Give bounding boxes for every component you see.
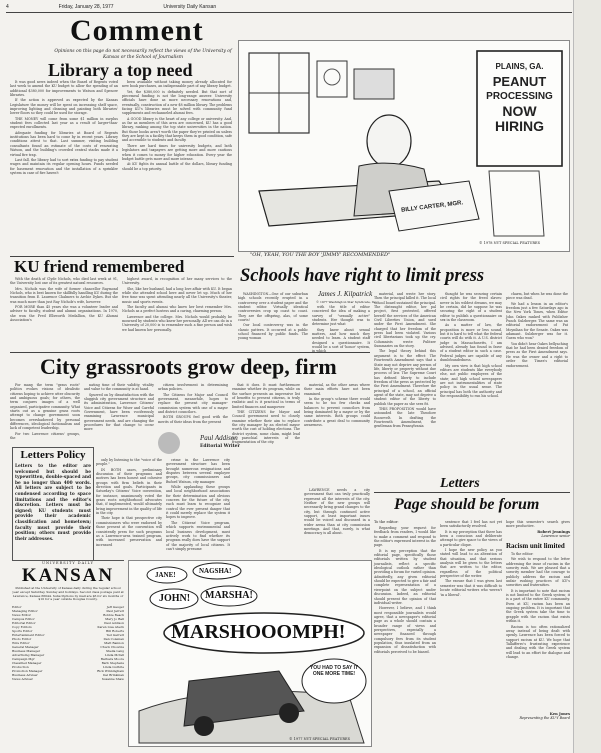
paragraph: With the death of Clyde Nichols, who died last week at 91, the University lost one of its greatest natural resources. <box>10 277 118 286</box>
car-wheel <box>279 703 299 723</box>
friend-headline: KU friend remembered <box>14 257 185 276</box>
staff-person: Ted Garrett <box>106 633 124 638</box>
paragraph: It is important to note that racism is not limited to the Greek system; it is a part of the entire KU community. Even at KU, racism has been an ongoing problem. It is important that the Greek system take the time to grapple with the racism that exists within it. <box>506 588 570 624</box>
letters-col3-top: hope this semester's search gives more productive. <box>506 520 570 529</box>
paragraph: It is my perception that there has been a conscious and deliberate attempt to give space to the views of a particular clique. <box>440 529 502 547</box>
staff-person: Mary Jo Ball <box>105 617 124 622</box>
sig2-title: Representing the KU-Y Board <box>519 716 570 720</box>
paragraph: citizen involvement in determining urban policies. <box>158 383 228 392</box>
staff-person: Sheila Lang <box>105 649 124 654</box>
staff-role: Campaign Mgr <box>12 657 35 662</box>
staff-role: Classified Manager <box>12 661 42 666</box>
paragraph: charm, but when he was done the piece was dead. <box>506 292 568 301</box>
paragraph: Yet, the $380,000 is definitely needed. But that sort of piecemeal funding is not the long-range answer. University officials have done as more necessary renovations and, eventually, construction of a new $8 million library. The problems facing KU's libraries must be solved with community fund supplements and rechanneled alumni fees. <box>122 89 232 116</box>
paragraph: nating time of their validity, vitality and value to the community is at hand. <box>84 383 154 392</box>
sign-line: HIRING <box>495 118 544 134</box>
staff-person: Paul Jarrett <box>106 609 124 614</box>
grassroots-lower-col1 <box>96 458 162 554</box>
paragraph: Spurred on by dissatisfaction with the sluggish city government structure and its administration, Lawrence Citizens' Voice and Citizens for Wiser and Careful Government, have been vociferously examining Lawrence municipal government needs, and are changing the procedures for that change to occur more <box>84 392 154 432</box>
staff-role: General Manager <box>12 645 39 650</box>
billy-carter-cartoon <box>238 40 570 252</box>
letters-header: Letters <box>440 476 480 491</box>
grassroots-col4 <box>232 383 300 533</box>
paragraph: THIS PROPOSITION would have astounded the late Theodore Roosevelt. In drafting the Fourteenth Amendment, the gentleman from Pennsylvania <box>374 406 436 429</box>
grassroots-headline: City grassroots grow deep, firm <box>40 354 337 379</box>
sig1-name: Robert Jennings <box>537 530 570 534</box>
sign-line: NOW <box>502 103 537 119</box>
schools-byline-sub: © 1977 Washington Star Syndicate, Inc. <box>316 300 378 304</box>
grassroots-col3 <box>158 383 228 431</box>
staff-role: Editorial Editor <box>12 621 36 626</box>
bubble-one-more-time: YOU HAD TO SAY IT ONE MORE TIME! <box>309 665 359 677</box>
cartoon-caption: "OH, YEAH, YOU THE BOY 'JIMMY' RECOMMENDED" <box>250 252 391 258</box>
staff-person: Rick Winningham <box>97 669 124 674</box>
staff-person: Susanne Shaw <box>101 677 124 682</box>
paragraph: The faculty and alumni who knew her best remember Mrs. Nichols as a perfect hostess and a caring, charming person. <box>122 305 232 314</box>
paragraph: The legal theory behind this argument is to the effect: The Fourteenth Amendment says that a State may not deprive any person of life, liberty or property without due process of law. The Supreme Court has defined liberty to include freedom of the press as protected by the First Amendment. Therefore the principal of a school, an official agent of the state, may not deprive a student editor of the liberty to publish the paper as she sees fit. <box>374 349 436 406</box>
paragraph: only by listening to the "voice of the people." <box>96 458 162 467</box>
staff-person: Bobbie Beach <box>103 613 124 618</box>
bag-label: BILLY CARTER, MGR. <box>400 200 464 214</box>
paragraph: To the editor: <box>511 552 534 556</box>
letters-col2 <box>440 520 502 746</box>
staff-role: Copy Editors <box>12 625 32 630</box>
library-col2 <box>122 80 232 248</box>
paragraph: with the title of editor conceived the idea of making a survey of "sexually active" students. Her thought was to determine just what <box>312 305 370 327</box>
writer-name: Paul Addison <box>200 434 238 442</box>
paragraph: There are hard times for university budgets, and both legislators and taxpayers are getting more and more cautious when it comes to money for higher education. Every year the budget battle gets more and more intense. <box>122 143 232 161</box>
staff-person: Del Brinkman <box>102 673 124 678</box>
paragraph: The Citizens for Major and Council government, meanwhile, hopes to replace the present city manager-commission system with one of a mayor and district councilors. <box>158 392 228 415</box>
masthead-name: KANSAN <box>21 565 115 586</box>
paragraph: It was good news indeed when the Board of Regents voted last week to amend the KU budget to allow the spending of an additional $380,000 for improvements to Watson and Spencer libraries. <box>10 80 118 98</box>
staff-role: Production <box>12 665 29 670</box>
paragraph: IN BOTH cases, preliminary discussion of their programs and motives has been honest and cohesive groups with firm beliefs in their direction and goals. Participants in Saturday's Citizens' Voice convention, for instance, unanimously voted the grass roots neighborhood advocates that, if implemented, would ultimately bring improvement in the quality of life in the city. <box>96 467 163 516</box>
staff-role: Advertising Manager <box>12 653 45 658</box>
masthead <box>12 560 124 746</box>
paragraph: You didn't hear Oakes bellyaching that he had been denied freedom of press as the First Amendment says. He was the owner and a right to order the Times's editorial endorsement. <box>506 341 569 368</box>
staff-person: Linda Guthrie <box>102 665 124 670</box>
paragraph: sentence that I feel has not yet been satisfactorily resolved. <box>440 520 502 529</box>
staff-person: Barbara Moore <box>100 657 124 662</box>
staff-person: Karen Lisa Ahern <box>97 625 124 630</box>
paragraph: We wish to respond to the letter addressing the issue of racism in the sorority rush. We are pleased that a sorority member had the courage to publicly address the racism and unfair rushing practices of KU's sororities and fraternities. <box>506 557 570 588</box>
cartoon2-credit: © 1977 NYT SPECIAL FEATURES <box>289 737 350 741</box>
staff-role: Promotion Manager <box>12 669 43 674</box>
schools-headline: Schools have right to limit press <box>240 266 485 286</box>
staff-role: News Adviser <box>12 677 33 682</box>
bubble-jane: JANE! <box>155 571 176 579</box>
adjacent-page-edge <box>573 0 601 753</box>
paragraph: Regarding your request for feedback from readers, I would like to make a comment and respond to the editor's expressed interest in the page. <box>374 526 436 548</box>
letters-to-editor: To the editor: <box>374 520 399 524</box>
staff-role: Wire Editor <box>12 641 30 646</box>
staff-role: Managing Editor <box>12 609 38 614</box>
paragraph: Our local controversy was in the classic pattern. It occurred at a public school financed by public funds. The young woman <box>238 323 308 341</box>
top-rule <box>6 12 572 13</box>
chair-shape <box>489 171 544 236</box>
staff-role: Photo Editor <box>12 637 32 642</box>
grassroots-col2 <box>84 383 154 441</box>
schools-col4 <box>440 292 502 472</box>
paragraph: Mrs. Nichols was the wife of former chancellor Raymond Nichols, who is best known for skillfully handling KU during the transition from E. Laurence Chalmers to Archie Dykes. But she was much more than just Ray Nichols's wife, however. <box>10 286 118 304</box>
schools-col5 <box>506 292 568 472</box>
wall-poster <box>354 69 394 99</box>
paragraph: At KU fights its annual battle of the dollars, library funding should be a top priority. <box>122 162 232 171</box>
grassroots-lower-col2 <box>166 458 230 554</box>
paragraph: It is my perception that the editorial page, specifically those editorials written by student journalists, reflect a specific ideological outlook rather than providing a forum for varied opinion. Admittedly, any given editorial should be expected to give a fair and complete representation of a viewpoint on the subject under discussion. Indeed, an editorial should present the opinion of that individual writer. <box>374 548 437 605</box>
staff-person: Linda Mcfall <box>104 653 124 658</box>
staff-role: Editor <box>12 605 22 610</box>
sig2-name: Ken Jones <box>549 712 570 716</box>
friend-col1 <box>10 277 118 347</box>
paragraph: We had a lesson in an editor's freedom just a few Saturdays ago in the New York Times, when Editor John Oakes ranked with Publisher Punch Sulzberger. The same was an editorial endorsement of Pat Moynihan for the Senate. Oakes was adamant. Sulzberger was for it. Guess who won? <box>506 301 568 341</box>
staff-person: Dan Coleman <box>103 637 124 642</box>
schools-col2 <box>312 305 370 350</box>
paragraph: While applauding these groups and local neighborhood associations for their determination and obvious concern for the future of the city, each must learn to recognize and control the ever present danger that it could merely replace the system it hopes to improve. <box>166 485 230 520</box>
paragraph: My own view is that high school editors are students like everybody else, not public employees of the state; and high school newspapers are not instrumentalities of state policy in the usual sense. The principal has both the authority and the responsibility to run his school. <box>440 363 502 398</box>
letters-col1 <box>374 526 436 746</box>
sign-line: PEANUT <box>492 74 547 89</box>
paragraph: She, like her husband, had a long love affair with KU. It began while she attended school here and never let up. Much of her free time was spent attending nearly all the University's theater, music and sports events. <box>122 286 232 304</box>
staff-person: Chuck Chowins <box>100 645 124 650</box>
paragraph: The excuse that I was given last semester was that it was difficult to locate editorial writers who weren't 'in a liberal'. <box>440 579 502 597</box>
paragraph: In the group's scheme there would seem to be too few checks and balances to prevent councilors from being dominated by a mayor or by the same interests. Both groups could contribute a great deal to community awareness. <box>304 397 370 428</box>
paragraph: THE CITIZENS for Mayor and Council government need to closely examine whether their aim to replace the city manager by an elected mayor worth the cost of holding elections. The district system, some claim, might lead to parochial interests of the fragmentation of the city. <box>232 410 300 445</box>
paragraph: However, I believe, and I think most responsible journalists would agree, that a newspaper's editorial page as a whole should contain a broader range of views and perspectives, especially a newspaper financed through compulsory fees from its student population, thus insulated from an expansion of dissatisfaction with editorials perceived to be biased. <box>374 606 436 654</box>
letters-col3 <box>506 520 570 720</box>
paragraph: WASHINGTON—One of our suburban high schools recently erupted in a controversy over a student paper and the student editor. Virtually identical controversies crop up coast to coast. They are the offspring, alas, of some courts! <box>238 292 308 323</box>
grassroots-col1 <box>10 383 80 441</box>
staff-role: Sports Editor <box>12 629 33 634</box>
schools-col1 <box>238 292 308 347</box>
man-head <box>367 115 411 167</box>
letters-page-title: Page should be forum <box>394 496 540 513</box>
wall-picture <box>317 61 347 97</box>
staff-person: Paul Addison <box>104 621 124 626</box>
staff-role: Business Adviser <box>12 673 38 678</box>
paragraph: If the action is approved as expected by the Kansas Legislature the money will be spent on increasing shelf space, improving lighting and cleaning and painting both libraries' lower floors so they could be used for storage. <box>10 98 118 116</box>
paragraph: Racism is too often rationalized away instead of being dealt with openly. Lawrence has been forced to support racism at KU. We hope that Tallafferro's frustrating experience and dealing with the Greek system will lead to an effort for dialogue and change. <box>506 624 570 659</box>
bubble-john: JOHN! <box>159 593 191 604</box>
paragraph: Their hope is that prospective city commissioners who were endorsed by those present at the convention will consistently press for such programs as a Lawrence-area trained program, with increased preservation and increased <box>96 516 162 547</box>
sign-line: PROCESSING <box>486 91 553 102</box>
cartoon2-drawing <box>129 561 371 746</box>
staff-role: News Editor <box>12 613 31 618</box>
staff-person: Bill Roberts <box>106 629 124 634</box>
bubble-marshoomph: MARSHOOOMPH! <box>171 621 346 643</box>
comment-title: Comment <box>70 14 204 47</box>
writer-photo <box>158 432 180 454</box>
staff-role: Campus Editor <box>12 617 35 622</box>
friend-col2 <box>122 277 232 347</box>
folio-paper: University Daily Kansan <box>163 4 217 10</box>
paragraph: crime in the Lawrence city government structure has been brought numerous resignations and disputes between several employee groups, city commissioners and Buford Watson, city manager. <box>166 458 230 484</box>
paragraph: A GOOD library is the heart of any college or university. And, as far as members of this area are concerned, KU has a good library, ranking among the top state universities in the nation. But those books aren't worth the paper they're printed on unless they are kept in a facility that keeps them in good condition, safe and accessible to students and faculty. <box>122 116 232 143</box>
letters-policy-box <box>12 447 94 561</box>
racism-headline: Racism unit limited <box>506 542 565 550</box>
paragraph: As a matter of law, the proposition is more or less sound, but it is hard to tell what the federal courts will do with it. A U.S. district judge in Massachusetts, I am advised, already has found in favor of a student editor in such a case. Federal judges are capable of any dumbfoundedness. <box>440 323 502 363</box>
letters-policy-body: Letters to the editor are welcomed but should be typewritten, double-spaced and be no longer than 400 words. All letters are subject to be condensed according to space limitations and the editor's discretion. Letters must be signed; KU students must provide their academic classification and hometown; faculty must provide their position; others must provide their addresses. <box>15 464 91 542</box>
section-rule <box>10 352 370 353</box>
comment-subtitle: Opinions on this page do not necessarily reflect the views of the University of Kansas or the School of Journalism <box>54 49 232 60</box>
paragraph: they knew about sexual matters, and how much they needed to learn. A student staff designed a questionnaire. It would be a sort of 'honor' system, <box>312 327 370 350</box>
paragraph: highest award, in recognition of her many services to the University. <box>122 277 232 286</box>
bubble-nagsha: NAGSHA! <box>199 567 232 575</box>
grassroots-col5 <box>304 383 370 483</box>
staff-list <box>12 605 124 681</box>
bubble-marsha: MARSHA! <box>205 590 253 601</box>
library-headline: Library a top need <box>48 60 193 80</box>
grassroots-lower-col3 <box>304 488 370 554</box>
paragraph: The Citizens' Voice program, which supports environmental and local business development, must actively work to find whether its program really does have the support of the majority of local citizens. It can't simply presume <box>166 520 230 551</box>
paragraph: been available without taking money already allocated for new book purchases, an indispensable part of any library budget. <box>122 80 232 89</box>
paragraph: material, as the other areas where their main efforts have not been examined. <box>304 383 370 396</box>
paragraph: material, and wrote her story. Then the principal killed it. The local school board sustained the principal. The distraught editor, her pal project, first protested, offered herself the services of the American Civil Liberties Union, and sued under the First Amendment. She charged that her freedom of the press had been violated. Various civil libertarians took up the cry. Columnists wrote Pulitzer Summaries on the story. <box>374 292 437 349</box>
paragraph: FOR MORE than 45 years she was a volunteer leader and adviser to faculty, student and alumni organizations. In 1970, she won the Fred Ellsworth Medallion, the KU Alumni Association's <box>10 305 118 323</box>
page-number: 4 <box>6 4 9 10</box>
folio-date: Friday, January 28, 1977 <box>58 4 114 10</box>
paragraph: Adequate funding for libraries at Board of Regents institutions has been hard to come by in recent years. Library conditions attest to that. Last summer, visiting building consultants found an estimate of the costs of renovating Watson, and the building's crowded central stacks made it a virtual fire trap. <box>10 130 118 157</box>
staff-role: Business Manager <box>12 649 41 654</box>
staff-person: Barb Stephens <box>101 661 124 666</box>
paragraph: that it does. It must furthermore examine whether its program, while on the surface presents an impressive list of benefits to present citizens, is truly realistic and is it practical in terms of limited finances and manpower. <box>232 383 300 409</box>
paragraph: Last fall, the library had to sort extra funding to pay student wages and maintain its regular opening hours. Funds needed for basement renovation and the installation of a sprinkler system in case of fire haven't <box>10 157 118 175</box>
car-wheel <box>194 716 214 736</box>
paragraph: I hope the new policy as you stated will lead to an alteration of that situation, and that serious analysis will be given to the letters that are written to the editor, regardless of the political perspective of the writer. <box>440 548 502 579</box>
staff-row <box>12 677 124 681</box>
paragraph: thought he was securing certain civil rights for the freed slaves: never in his wildest dreams, we may be certain, did he suppose he was securing the right of a student editor to publish a questionnaire on sex in the classroom. <box>440 292 502 323</box>
paragraph: For two Lawrence citizens' groups, the <box>10 431 80 441</box>
paragraph: THE MONEY will come from some $1 million in surplus student fees collected last year as a result of larger-than-expected enrollments. <box>10 116 118 130</box>
masthead-info: Published at the University of Kansas daily during the regular school year except Saturday, Sunday and holidays. Second class postage paid at Lawrence, Kansas 66044. Subscriptions by mail are $6 for six months or $10 for a year outside Douglas County. <box>12 586 124 602</box>
library-col1 <box>10 80 118 248</box>
section-rule <box>374 492 570 493</box>
cartoon-credit: © 1978 NYT SPECIAL FEATURES <box>479 241 540 245</box>
racism-body <box>506 552 570 712</box>
staff-person: Jeff Gauger <box>106 605 124 610</box>
staff-role: Entertainment Editor <box>12 633 45 638</box>
paragraph: Lawrence and the college. Mrs. Nichols would probably be mourned by students who knew her personally. All we can do in a University of 20,000 is to remember such a fine person and wish we had known her personally. <box>122 314 232 332</box>
marshoomph-cartoon <box>128 560 372 747</box>
paragraph: LAWRENCE needs a city government that can truly practically represent all the interests of the city. Neither of the new groups will necessarily bring grand changes to the city, but through continued active support, at least important issues would be voiced and discussed in a wider arena than at city commission meetings. And that, surely, is what democracy is all about. <box>304 488 370 536</box>
sig1-title: Lawrence senior <box>541 534 570 538</box>
writer-title: Editorial Writer <box>200 444 240 449</box>
letters-policy-title: Letters Policy <box>20 449 86 461</box>
paragraph: For many, the term "grass roots" politics evokes visions of idealistic citizens hoping to achieve utter obscurity and ambiguous goals; for others, the term conjures images of a well organized, participative community. What starts out as a genuine grass roots attempt to change government soon becomes overshadowed by personal differences, ideological factionalism and lack of competent leadership. <box>10 383 80 431</box>
paragraph: BOTH GROUPS feel good with the merits of their ideas from the present <box>158 415 228 424</box>
schools-byline: James J. Kilpatrick <box>318 290 373 298</box>
staff-person: Matt Bannon <box>104 641 124 646</box>
sign-line: PLAINS, GA. <box>495 62 544 71</box>
folio-line <box>6 4 566 10</box>
hiring-sign <box>477 59 562 134</box>
masthead-pre: UNIVERSITY DAILY <box>42 561 94 565</box>
